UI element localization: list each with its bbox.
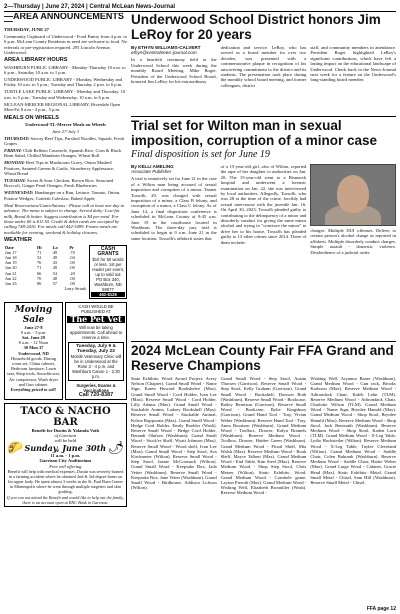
weather-cell: .00 (69, 260, 75, 266)
weather-cell: 57 (52, 280, 57, 286)
meals-note: Meal Reservations/Cancellations - Please call at least one day in advance. The menu is subject to change. Served daily: Low-fat milk, Bread & butter. Suggest contribution is $4 per meal. For those under 60 is $11.50. Credit & debit cards are accepted by calling 748-2416. For meals call 442-3499. Frozen meals are available for evening, weekend & holiday closures. (4, 202, 125, 235)
moving-sale-time: 8 a.m. - 12 Noon (18, 340, 49, 346)
story-trial-col (310, 164, 396, 255)
meals-dates: June 27-July 3 (51, 128, 80, 134)
photo-head (337, 175, 369, 213)
moving-sale-date: Sat. June 29 (22, 334, 45, 340)
story-trial (131, 119, 396, 255)
story-trial-headline: Trial set for Wilton man in sexual imposition, corruption of a minor case (131, 118, 378, 148)
left-column (4, 13, 127, 611)
library-item: MCLEAN-MERCER REGIONAL LIBRARY, Riverdale Open Mon-Fri 8 a.m.- 4 p.m., 5 p.m. (4, 101, 120, 113)
story-leroy-headline: Underwood School District honors Jim LeRoy for 20 years (131, 13, 381, 42)
meal-item: FRIDAY: Chili Relleno Casserole, Spanish Rice, Corn & Black Bean Salad, Chilled Mandarin Oranges, Wheat Roll (4, 148, 122, 159)
taco-sub: Benefit for Dustin & Yolanda Voth (31, 427, 100, 433)
taco-title: TACO & NACHO BAR (20, 405, 111, 428)
story-leroy (131, 13, 396, 88)
weather-cell: Jun 17 (5, 249, 17, 255)
weather-cell: .00 (69, 280, 75, 286)
taco-date: Sunday, June 30th (24, 442, 107, 453)
story-text: A trial is tentatively set for June 21 in the case of a Wilton man being accused of sexual imposition and corruption of a minor. Tanner Tossofh, 29, was charged with sexual imposition of a minor, a Class B felony, and corruption of a minor, a Class C felony. As of June 14, a final disposition conference is scheduled in McLean County at 9:45 a.m. June 19 in the courthouse located in Washburn. The three-day jury trial is scheduled to begin at 9 a.m. June 21 in the same location. Tossofh's affidavit states that (131, 176, 217, 241)
pet-vet-services: Surgeries, Exams & Vaccinations (76, 382, 116, 393)
weather-header-cell: Hi (36, 244, 42, 250)
taco-place: Garrison City Auditorium (39, 458, 92, 464)
weather-cell: 48 (52, 275, 57, 281)
weather-header-cell: Date (5, 244, 14, 250)
story-ffa-body (131, 376, 396, 496)
meal-item: MONDAY: Beef Tips in Mushroom Gravy, Onion Mashed Potatoes, Sauteed Greens & Garlic, Strawberry Applesauce, Wheat Bread (4, 160, 115, 177)
meal-item: THURSDAY: Savory Beef Tips, Parslied Noodles, Squash, Fresh Grapes (4, 135, 125, 147)
library-title: AREA LIBRARY HOURS (4, 57, 68, 64)
story-trial-col (131, 164, 217, 255)
story-text: In a heartfelt ceremony held at the Underwood School this week during the monthly Board Meeting, Mike Boger, President of the Underwood School Board, honored Jim LeRoy for his extraordinary (131, 57, 217, 85)
library-item: WASHBURN PUBLIC LIBRARY - Monday-Thursday 10 a.m. to 6 p.m., Saturday 10 a.m. to 1 p.m. (4, 64, 126, 76)
weather-cell: .00 (69, 275, 75, 281)
moving-sale-items: Household goods, Dining room set, China cabinet, Bedroom furniture, Lawn seat, Shop tools, Snowblower, Air compressor, Wash dryer and Gun cabinet. (7, 355, 60, 387)
story-trial-deck: Final disposition is set for June 19 (131, 149, 270, 160)
thursday-text: Community Cupboard of Underwood - Food Pantry from 4 p.m. to 6 p.m. McLean County Residents in need are welcome to food. No referrals or pre-registration required. 295 Lincoln Avenue, Underwood. (4, 33, 127, 55)
taco-details (23, 428, 107, 469)
weather-cell: .00 (69, 265, 75, 271)
weather-cell: .04 (69, 254, 75, 260)
weather-cell: 66 (36, 270, 42, 276)
pet-vet-logo: The Pet Vet (67, 316, 125, 323)
pet-vet-date: Tuesday, July 9 & (76, 343, 116, 349)
taco-will: will be held (54, 438, 77, 444)
taco-body: Benefit will help with medical expenses. Dustin was severely burned in a farming accident where he obtained 2nd & 3rd degree burns on his upper body. He spent almost 3 weeks in the St. Paul Burn Center in Minneapolis where he went through multiple surgeries and skin grafting. (7, 468, 124, 494)
weather-ad-title: CASH GRANTS (97, 245, 119, 257)
pet-vet-phone: Call 720-8387 (78, 391, 114, 398)
weather-header-cell: Lo (52, 244, 58, 250)
story-text: State Exhibits: Wood Award Project: Avery Nelson (Chapter). Grand Small Wood - Name Sign, Karen Howard Bookshelve (Max). Grand Small Wood - Cord Holder, Ivan Lee (Max). Reserve Small Wood - Cord Holder, Lilly Adams (Max). Grand Small Wood - Stackable Anima, Ladzey Bookshell (Max). Reserve Small Wood - Stackable Animal, Kelsie Ruppsonia (Max). Grand Small Wood - Hedge Cord Holder, Emily Boehler (Wash). Reserve Small Wood - Hedge Cord Holder, Berandt Olafsen (Washburn). Grand Small Wood - Stock'er Shelf, Wyatt Johnson (Max). Reserve Small Wood - Wood shelf, Ivan Lee (Max). Grand Small Wood - Step Stool, Ava Kirchmeier (Wilton). Reserve Small Wood - Step Stool, Jaanie McCormack (Wilton). Grand Small Wood - Keepsake Box, Jada Vetter (Washburn). Reserve Small Wood - Keepsake Box, Jane Vetter (Washburn). Grand Small Wood - Birdhouse, Addison Loftson (Wilton). (131, 376, 217, 491)
story-leroy-body (131, 45, 396, 88)
moving-sale-ad (4, 302, 63, 400)
moving-sale-time: 9 a.m. - 5 p.m. (20, 329, 47, 335)
meals-title: MEALS ON WHEELS (4, 114, 60, 121)
weather-cell: 43 (52, 260, 57, 266)
thursday-label: THURSDAY, JUNE 27 (4, 26, 49, 32)
library-item: TURTLE LAKE PUBLIC LIBRARY - Monday and Thursday, 10 a.m. to 5 p.m.; Tuesday and Wednesday, 10 a.m. to 6 p.m. (4, 89, 126, 100)
weather-cell: 76 (36, 275, 42, 281)
moving-sale-date: June 27-8 (24, 324, 43, 330)
meal-item: TUESDAY: Sweet & Sour Chicken, Brown Rice, Seasoned Broccoli, Ginger Pearl Oranges, Fresh Blueberries (4, 178, 114, 189)
byline: By KELLI AMELING (131, 164, 174, 169)
taco-bar-ad (4, 403, 127, 507)
weather-cell: 71 (36, 249, 42, 255)
page-header (4, 2, 396, 12)
moving-sale-footer: Everything priced to sell! (10, 386, 57, 392)
taco-body-row (7, 428, 124, 469)
announcements-title: —AREA ANNOUNCEMENTS— (4, 13, 124, 27)
pet-vet-line: Will now be taking appointments. Call ahead to reserve a time. (69, 324, 123, 340)
weather-cell: .20 (69, 270, 75, 276)
weather-cell: 86 (36, 280, 42, 286)
story-trial-body (131, 164, 396, 255)
weather-cell: Jun 19 (5, 260, 17, 266)
weather-ad-line: PO Box 340, Washburn, ND 58577 (94, 276, 122, 292)
weather-cell: 71 (36, 265, 42, 271)
header-left: 2—Thursday | June 27, 2024 | Central McLean News-Journal (4, 4, 176, 10)
weather-ad-line: $10 for 50 words or less. 1st per (92, 256, 124, 267)
byline-email: ethyn@centralnews-journal.com (131, 50, 197, 56)
nacho-icon: 🌶 (107, 440, 124, 456)
pet-vet-place: Mobile Veterinary Clinic will be in Underwood at the Rose 3 - 4 p.m. and Washburn Canoe 1 - 2:30 p.m. (70, 353, 122, 379)
weather-cell: Jun 22 (5, 275, 17, 281)
divider (131, 116, 396, 117)
pet-vet-date: Tuesday, July 23 (77, 348, 115, 354)
story-text: staff, and community members in attendance. President Boger highlighted LeRoy's significant contributions, which have left a lasting impact on the educational landscape of Underwood. Check back in the News-Journal next week for a feature on the Underwood's long-standing board member. (310, 45, 396, 83)
weather-cell: 49 (52, 254, 57, 260)
taco-free: Free will offering (49, 463, 82, 469)
weather-header-cell: Pr (69, 244, 74, 250)
weather-ad-phone: 462-8126 (91, 292, 125, 297)
weather-cell: 52 (36, 254, 42, 260)
story-text: Grand Small Wood - Step Stool, Austin Thorsen (Garrison). Reserve Small Wood - Step Stool, Kelly Graham (Garrison). Grand Small Wood - Bookshelf, Dawson Roth (Washburn). Reserve Small Wood - Bookcase, Bailey Berntson (Garrison). Reserve Small Wood - Bookcase, Rylie Kingsbury (Garrison). Grand Hand Tool - Tray, Vivian Weber (Washburn). Reserve Hand Tool - Tray, Anna Rosatsen (Washburn). Grand Medium Wood - Toolbox, Drawer, Kalyn Bramels (Washburn). Reserve Medium Wood - Toolbox, Drawer, Haidee Green (Washburn). Grand Medium Wood - Floral Shelf, Mia Walsh (Max). Reserve Medium Wood - Book Shelf, Mayce Talbert (Max). Grand Medium Wood - End Table, Kim Steel (Max). Reserve Medium Wood - Shop Step Stool, Chris Metzer (Wilton). Static Exhibits: Wood. Grand Medium Wood - Cornhole game, Layton Pieroth (Max). Grand Medium Wood - Wishing Well, Elizabeth Bronnliler (Wash). Reserve Medium Wood - (220, 376, 307, 496)
taco-icon: 🌮 (7, 440, 24, 456)
weather-cell: 76 (36, 260, 42, 266)
weather-cell: Jun 20 (5, 265, 17, 271)
moving-sale-title: Moving Sale (14, 304, 53, 325)
weather-section (4, 245, 127, 299)
story-text: Wishing Well, Aryanna Bauer (Washburn). Grand Medium Wood - Gun rack, Brooks Karlsson (Max). Reserve Medium Wood - Adirondack Chair, Kaleb Lehn (TLM). Reserve Medium Wood - Adirondack Chair, Charlotte Wilson (TLM). Grand Medium Wood - Name Sign, Brynlee Hanuld (Max). Grand Medium Wood - Shop Stool, Brynlee Hanuld (Max). Reserve Medium Wood - Shop Stool, Jack Bentsrath (Washburn). Reserve Medium Wood - Shop Stool, Kaden Lorn (TLM). Grand Medium Wood - X-Leg Table, Lydia Hochstetler (Wilton). Reserve Medium Wood - X-Leg Table, Taylee Cleveland (Wilton). Grand Medium Wood - Saddle Chair, Colen Bahrank (Washburn). Reserve Medium Wood - Saddle Chair, Hattie Weber (Max). Grand Large Wood - Cabinet, Gracie Head (Max). Static Exhibits: Metal. Grand Small Metal - Chisel, Sam Hill (Washburn). Reserve Small Metal - Chisel, (310, 376, 396, 486)
right-column (131, 13, 396, 611)
weather-ad (89, 245, 127, 299)
ad-boxes (4, 302, 127, 400)
pet-vet-top: CASH WOULD BE PUBLISHED AT (78, 303, 114, 314)
moving-sale-city: Underwood, ND (18, 350, 49, 356)
story-leroy-col (131, 45, 217, 88)
story-ffa-headline: 2024 McLean County Fair FFA Grand and Reserve Champions (131, 343, 394, 373)
story-ffa (131, 344, 396, 496)
weather-table (4, 245, 86, 287)
divider (131, 341, 396, 342)
weather-cell: Jun 23 (5, 280, 17, 286)
pet-vet-info-box (68, 342, 124, 381)
moving-sale-address: 30 Mon 37 (23, 345, 44, 351)
meal-item: WEDNESDAY: Hamburger on a Bun, Lettuce, Tomato, Onion, Potatoe Wedges, Confetti Coleslaw, Baked Apple (4, 190, 121, 201)
weather-cell: Jun 21 (5, 270, 17, 276)
weather-cell: 54 (52, 270, 57, 276)
meals-sub: Underwood-TL-Mercer Meals on Wheels (25, 121, 106, 127)
weather-cell: 49 (52, 249, 57, 255)
weather-cell: 49 (52, 265, 57, 271)
weather-title: WEATHER (4, 237, 32, 244)
story-text: charges. Multiple DUI offenses. Deliver to certain person's alcohol charge as reported in affidavit. Multiple disorderly conduct charges. Simple assault - domestic violence. Disobedience of a judicial order. (310, 228, 396, 255)
weather-cell: .70 (69, 249, 75, 255)
byline: By ETHYN WILLIAMS-CALVERT (131, 45, 201, 50)
mugshot-photo (310, 164, 396, 226)
page-number: FFA page 12 (366, 606, 396, 612)
byline-role: Associate Publisher (131, 169, 172, 175)
library-item: UNDERWOOD PUBLIC LIBRARY - Monday, Wednesday and Friday 10 a.m. to 5 p.m.; Tuesday and Thursday 2 p.m. to 6 p.m. (4, 77, 123, 88)
story-text: dedication and service. LeRoy, who has served as a board member for over two decades, was presented with a commemorative plaque in recognition of his unwavering commitment to the district and its students. The presentation took place during the monthly school board meeting, and former colleagues, district (220, 45, 307, 88)
taco-foot: If you can not attend the Benefit and would like to help out the family, there is an account open at BNC Bank in Garrison. (7, 494, 124, 505)
taco-sub2: of Garrison (54, 432, 77, 438)
weather-ad-line: reader per event, up to sold out (92, 266, 124, 277)
taco-time: 11 a.m. - 1 p.m. (50, 452, 81, 458)
pet-vet-ad (65, 302, 127, 400)
weather-credit: Larry Strunk (64, 286, 86, 292)
weather-cell: Jun 18 (5, 254, 17, 260)
story-text: of a 15-year-old girl, also of Wilton, reported the rape of her daughter to authorities on Jan. 20. The 15-year-old went to a Bismarck hospital and underwent a forensic examination on Jan. 22, she was interviewed by local authorities. Allegedly, Tossofh, who was 28 at the time of the crime, forcibly had sexual intercourse with the juvenile Jan. 16. On April 30, 2023, Tossofh pleaded guilty to contributing to the delinquency of a minor and disorderly conduct for giving the same minor alcohol and trying to "convince the minor" to drive her to his house. Tossofh has pleaded guilty to 13 other crimes since 2014. Three of them include: (220, 164, 307, 245)
